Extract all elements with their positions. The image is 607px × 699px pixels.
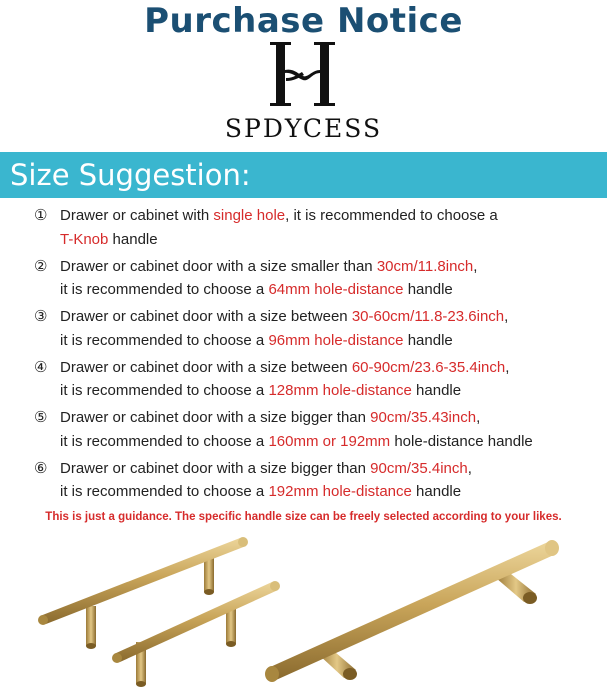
handle-small-front — [112, 581, 280, 687]
brand-name: SPDYCESS — [224, 114, 383, 143]
list-item: ③ Drawer or cabinet door with a size between 30-60cm/11.8-23.6inch, it is recommended to choose a 96mm hole-distance handle — [34, 308, 509, 349]
list-item: ⑤ Drawer or cabinet door with a size bigger than 90cm/35.43inch, it is recommended to choose a 160mm or 192mm hole-distance handle — [34, 409, 533, 450]
list-item: ① Drawer or cabinet with single hole, it is recommended to choose a T-Knob handle — [34, 207, 498, 248]
list-item: ② Drawer or cabinet door with a size smaller than 30cm/11.8inch, it is recommended to choose a 64mm hole-distance handle — [34, 257, 478, 298]
list-item: ⑥ Drawer or cabinet door with a size bigger than 90cm/35.4inch, it is recommended to choose a 192mm hole-distance handle — [34, 459, 472, 500]
list-item: ④ Drawer or cabinet door with a size between 60-90cm/23.6-35.4inch, it is recommended to choose a 128mm hole-distance handle — [34, 358, 510, 399]
handle-small-back — [38, 537, 248, 649]
section-title: Size Suggestion: — [10, 158, 251, 192]
handle-large — [265, 540, 559, 682]
brand-logo — [262, 40, 344, 108]
page-title: Purchase Notice — [144, 1, 463, 41]
guidance-note: This is just a guidance. The specific handle size can be freely selected according to your likes. — [45, 511, 562, 523]
section-banner — [0, 152, 607, 198]
handles-photo — [0, 528, 607, 699]
suggestion-list — [34, 204, 604, 507]
